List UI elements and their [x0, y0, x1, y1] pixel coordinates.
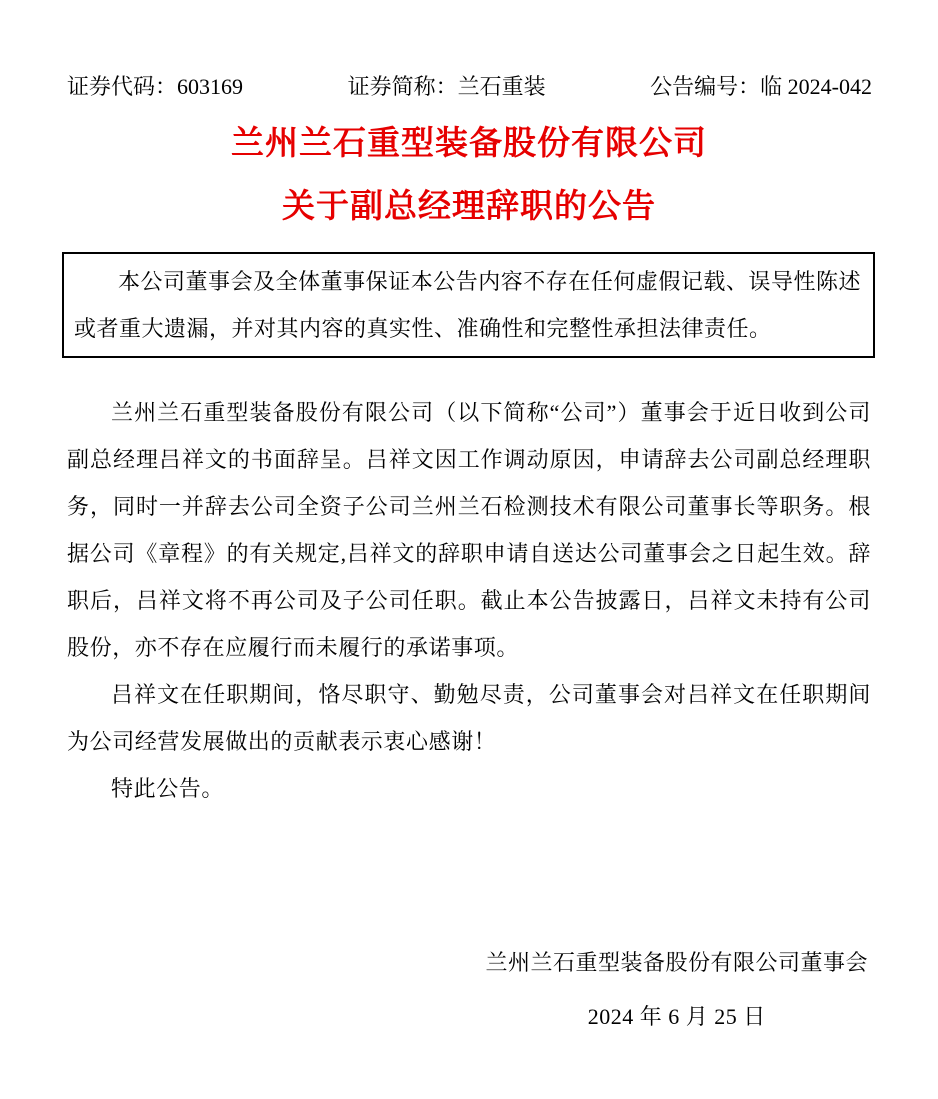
document-body — [67, 389, 871, 812]
signature-date: 2024 年 6 月 25 日 — [587, 1004, 766, 1029]
disclaimer-box — [62, 252, 875, 358]
announcement-number: 公告编号：临 2024-042 — [650, 74, 872, 99]
body-paragraph-1: 兰州兰石重型装备股份有限公司（以下简称“公司”）董事会于近日收到公司副总经理吕祥文的书面辞呈。吕祥文因工作调动原因，申请辞去公司副总经理职务，同时一并辞去公司全资子公司兰州兰石检测技术有限公司董事长等职务。根据公司《章程》的有关规定,吕祥文的辞职申请自送达公司董事会之日起生效。辞职后，吕祥文将不再公司及子公司任职。截止本公告披露日，吕祥文未持有公司股份，亦不存在应履行而未履行的承诺事项。 — [67, 400, 871, 660]
disclaimer-text: 本公司董事会及全体董事保证本公告内容不存在任何虚假记载、误导性陈述或者重大遗漏，并对其内容的真实性、准确性和完整性承担法律责任。 — [74, 269, 861, 341]
stock-short-name: 证券简称：兰石重装 — [347, 74, 546, 99]
body-paragraph-3: 特此公告。 — [111, 776, 225, 801]
document-title-subject: 关于副总经理辞职的公告 — [282, 189, 656, 225]
signature-inner — [485, 947, 868, 1032]
document-header — [67, 0, 872, 102]
signature-block — [0, 947, 868, 1032]
body-paragraph-2: 吕祥文在任职期间，恪尽职守、勤勉尽责，公司董事会对吕祥文在任职期间为公司经营发展做出的贡献表示衷心感谢！ — [67, 682, 871, 754]
stock-code: 证券代码：603169 — [67, 74, 244, 99]
signature-company: 兰州兰石重型装备股份有限公司董事会 — [485, 950, 868, 975]
document-title-company: 兰州兰石重型装备股份有限公司 — [231, 126, 707, 162]
